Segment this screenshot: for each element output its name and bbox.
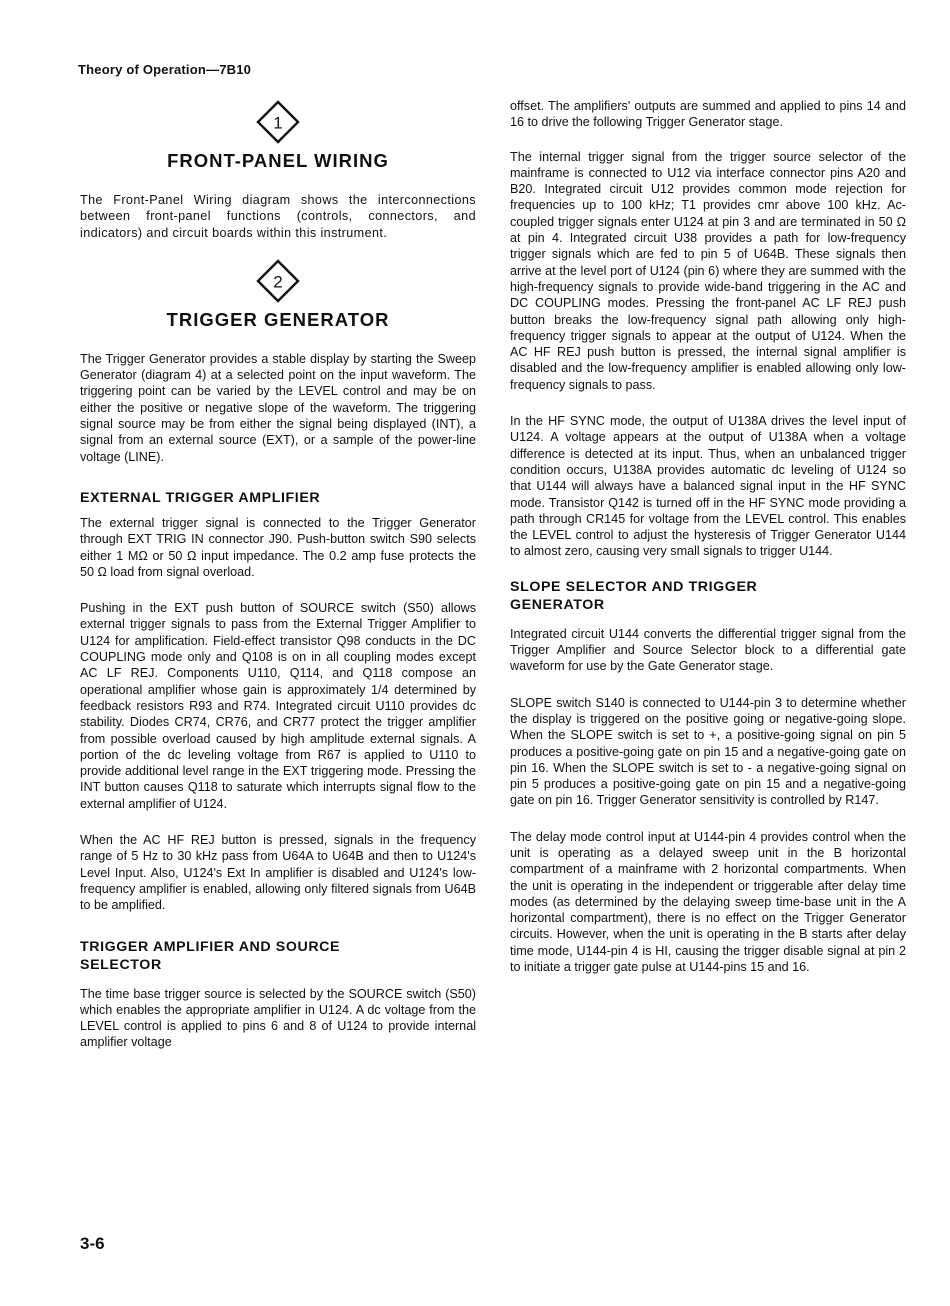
subsection-title-external-trigger-amplifier: EXTERNAL TRIGGER AMPLIFIER — [80, 489, 321, 506]
diamond-number-2: 2 — [273, 272, 283, 292]
diagram-badge-1 — [80, 100, 476, 144]
paragraph: The external trigger signal is connected to the Trigger Generator through EXT TRIG IN connector J90. Push-button switch S90 selects either 1 MΩ or 50 Ω input impedance. The 0.2 amp fuse protects the 50 Ω load from signal overload. — [80, 515, 476, 579]
paragraph: When the AC HF REJ button is pressed, signals in the frequency range of 5 Hz to 30 kHz pass from U64A to U64B and then to U124's Level Input. Also, U124's Ext In amplifier is disabled and U124's low-frequency amplifier is enabled, allowing only filtered signals from U64B to be amplified. — [80, 833, 476, 913]
paragraph: SLOPE switch S140 is connected to U144-pin 3 to determine whether the display is triggered on the positive going or negative-going slope. When the SLOPE switch is set to +, a positive-going signal on pin 5 produces a positive-going gate on pin 15 and a negative-going gate on pin 16. When the SLOPE switch is set to - a negative-going signal on pin 5 produces a positive-going gate on pin 15 and a negative-going gate on pin 16. Trigger Generator sensitivity is controlled by R147. — [510, 695, 906, 808]
paragraph: The time base trigger source is selected by the SOURCE switch (S50) which enables the appropriate amplifier in U124. A dc voltage from the LEVEL control is applied to pins 6 and 8 of U124 to provide internal amplifier voltage — [80, 986, 476, 1050]
paragraph: In the HF SYNC mode, the output of U138A drives the level input of U124. A voltage appears at the output of U138A when a voltage difference is detected at its input. Thus, when an unbalanced trigger condition occurs, U138A provides automatic dc leveling of U124 so that U144 will always have a balanced signal input in the HF SYNC mode. Transistor Q142 is turned off in the HF SYNC mode providing a path through CR145 for voltage from the LEVEL control. This enables the LEVEL control to adjust the hysteresis of Trigger Generator U144 to almost zero, causing very small signals to trigger U144. — [510, 414, 906, 559]
left-column — [80, 96, 476, 1051]
title-line: SLOPE SELECTOR AND TRIGGER — [510, 578, 758, 595]
subsection-title-trigger-amplifier — [80, 938, 476, 974]
page-number: 3-6 — [80, 1234, 105, 1253]
title-line: GENERATOR — [510, 596, 605, 613]
paragraph: offset. The amplifiers' outputs are summed and applied to pins 14 and 16 to drive the following Trigger Generator stage. — [510, 99, 906, 130]
subsection-title-slope-selector — [510, 578, 906, 614]
paragraph: The delay mode control input at U144-pin 4 provides control when the unit is operating as a delayed sweep unit in the B horizontal compartment of a mainframe with 2 horizontal compartments. When the unit is operating in the independent or triggerable after delay time modes (as determined by the delaying sweep time-base unit in the A horizontal compartment), there is no effect on the Trigger Generator circuits. However, when the unit is operating in the B starts after delay time mode, U144-pin 4 is HI, causing the trigger disable signal at pin 2 to initiate a trigger gate pulse at U144-pins 15 and 16. — [510, 829, 906, 975]
title-line: TRIGGER AMPLIFIER AND SOURCE — [80, 938, 341, 955]
section-title-trigger-generator: TRIGGER GENERATOR — [166, 308, 390, 330]
right-column — [510, 96, 906, 975]
section-title-front-panel-wiring: FRONT-PANEL WIRING — [167, 150, 389, 171]
paragraph: The Front-Panel Wiring diagram shows the interconnections between front-panel functions (controls, connectors, and indicators) and circuit boards within this instrument. — [80, 193, 476, 240]
paragraph: Integrated circuit U144 converts the differential trigger signal from the Trigger Amplifier and Source Selector block to a differential gate waveform for use by the Gate Generator stage. — [510, 626, 906, 674]
title-line: SELECTOR — [80, 956, 162, 973]
running-head: Theory of Operation—7B10 — [78, 62, 252, 77]
diagram-badge-2 — [80, 259, 476, 303]
diamond-number-icon — [256, 259, 300, 303]
paragraph: Pushing in the EXT push button of SOURCE switch (S50) allows external trigger signals to pass from the External Trigger Amplifier to U124 for amplification. Field-effect transistor Q98 conducts in the DC COUPLING mode only and Q108 is on in all coupling modes except AC LF REJ. Components U110, Q114, and Q118 compose an operational amplifier whose gain is approximately 1/4 determined by feedback resistors R93 and R74. Integrated circuit U110 provides dc stability. Diodes CR74, CR76, and CR77 protect the trigger amplifier from possible overload caused by high amplitude external signals. A portion of the dc leveling voltage from R67 is applied to U110 to provide additional level range in the EXT triggering mode. Pressing the INT button causes Q118 to saturate which interrupts signal flow to the external amplifier of U124. — [80, 601, 476, 811]
paragraph: The Trigger Generator provides a stable display by starting the Sweep Generator (diagram 4) at a selected point on the input waveform. The triggering point can be varied by the LEVEL control and may be on either the positive or negative slope of the waveform. The triggering signal source may be from either the signal being displayed (INT), a signal from an external source (EXT), or a sample of the power-line voltage (LINE). — [80, 351, 476, 464]
diamond-number-icon — [256, 100, 300, 144]
paragraph: The internal trigger signal from the trigger source selector of the mainframe is connected to U12 via interface connector pins A20 and B20. Integrated circuit U12 provides common mode rejection for frequencies up to 100 kHz; T1 provides cmr above 100 kHz. Ac-coupled trigger signals enter U124 at pin 3 and are terminated in 50 Ω at pin 4. Integrated circuit U38 provides a path for low-frequency trigger signals which are fed to pin 5 of U64B. These signals then arrive at the level port of U124 (pin 6) where they are summed with the high-frequency signals to provide wide-band triggering in the AC and DC COUPLING modes. Pressing the front-panel AC LF REJ push button breaks the low-frequency signal path allowing only high-frequency trigger signals to appear at the output of U124. When the AC HF REJ push button is pressed, the internal signal amplifier is disabled and the low-frequency amplifier is enabled allowing only low-frequency signals to pass. — [510, 149, 906, 392]
diamond-number-1: 1 — [273, 113, 283, 133]
